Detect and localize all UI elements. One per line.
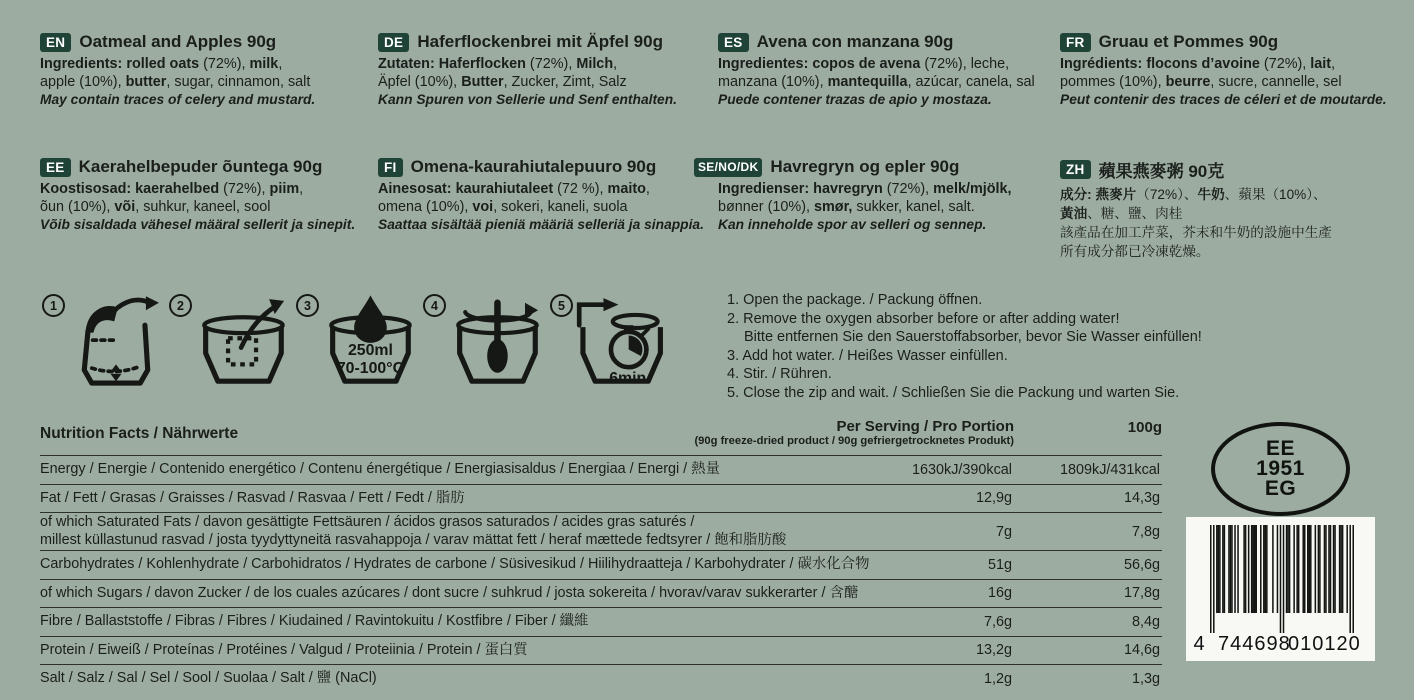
- lang-block-fr: [1060, 32, 1396, 109]
- per-serving-title: Per Serving / Pro Portion: [836, 418, 1014, 435]
- per-100g-value: 1,3g: [1131, 670, 1160, 687]
- step-number-2: 2: [169, 294, 192, 317]
- lang-block-se-no-dk: [694, 157, 1030, 234]
- ingredients-line: Ingrédients: flocons d’avoine (72%), lait,: [1060, 56, 1336, 72]
- nutrient-label: Fat / Fett / Grasas / Graisses / Rasvad / Rasvaa / Fett / Fedt / 脂肪: [40, 489, 465, 506]
- instruction-line: Bitte entfernen Sie den Sauerstoffabsorber, bevor Sie Wasser einfüllen!: [744, 329, 1202, 346]
- ingredients-line: omena (10%), voi, sokeri, kaneli, suola: [378, 199, 628, 215]
- ingredients-line: Zutaten: Haferflocken (72%), Milch,: [378, 56, 618, 72]
- product-name-text: Gruau et Pommes 90g: [1098, 32, 1279, 51]
- nutrition-row: [40, 579, 1162, 608]
- per-100g-value: 17,8g: [1123, 585, 1160, 602]
- allergen-note: Kann Spuren von Sellerie und Senf enthalten.: [378, 92, 677, 107]
- ingredients-line: Koostisosad: kaerahelbed (72%), piim,: [40, 181, 304, 197]
- per-serving-subtitle: (90g freeze-dried product / 90g gefriergetrocknetes Produkt): [694, 435, 1014, 447]
- product-title: [378, 157, 714, 177]
- step-stir: [421, 290, 548, 400]
- step-number-1: 1: [42, 294, 65, 317]
- per-serving-value: 1630kJ/390kcal: [911, 461, 1012, 478]
- ingredients-line: Ingredienser: havregryn (72%), melk/mjölk,: [718, 181, 1012, 197]
- stamp-line-1: EE: [1265, 437, 1295, 460]
- nutrition-row: [40, 607, 1162, 636]
- nutrient-label: Salt / Salz / Sal / Sel / Sool / Suolaa / Salt / 鹽 (NaCl): [40, 670, 377, 686]
- product-title: [1060, 157, 1396, 182]
- ingredients-line: bønner (10%), smør, sukker, kanel, salt.: [718, 199, 975, 215]
- nutrition-header: [40, 414, 1162, 455]
- product-title: [40, 157, 376, 177]
- product-title: [1060, 32, 1396, 52]
- per-100g-header: 100g: [1127, 419, 1162, 436]
- language-badge: SE/NO/DK: [694, 158, 762, 177]
- step-number-4: 4: [423, 294, 446, 317]
- water-temperature-label: 70-100°C: [336, 359, 405, 377]
- allergen-note: Puede contener trazas de apio y mostaza.: [718, 92, 992, 107]
- product-name-text: Havregryn og epler 90g: [770, 157, 960, 176]
- open-package-icon: [60, 292, 172, 392]
- allergen-note: May contain traces of celery and mustard.: [40, 92, 316, 107]
- per-100g-value: 56,6g: [1123, 556, 1160, 573]
- language-badge: FR: [1060, 33, 1091, 52]
- per-serving-value: 13,2g: [975, 642, 1012, 659]
- per-serving-value: 51g: [987, 556, 1012, 573]
- preparation-pictograms: [40, 290, 720, 400]
- instruction-line: 3. Add hot water. / Heißes Wasser einfüllen.: [727, 347, 1008, 364]
- nutrition-row: [40, 512, 1162, 550]
- language-badge: EN: [40, 33, 71, 52]
- nutrient-label: Protein / Eiweiß / Proteínas / Protéines / Valgud / Proteiinia / Protein / 蛋白質: [40, 641, 528, 658]
- nutrient-label: Fibre / Ballaststoffe / Fibras / Fibres / Kiudained / Ravintokuitu / Kostfibre / Fiber / 纖維: [40, 613, 589, 629]
- nutrition-title: Nutrition Facts / Nährwerte: [40, 425, 239, 442]
- ingredients-line: Äpfel (10%), Butter, Zucker, Zimt, Salz: [378, 74, 627, 90]
- product-title: [40, 32, 376, 52]
- nutrition-row: [40, 664, 1162, 693]
- nutrition-table: [40, 414, 1162, 693]
- allergen-note: Saattaa sisältää pieniä määriä selleriä ja sinappia.: [378, 217, 704, 232]
- allergen-note: Kan inneholde spor av selleri og sennep.: [718, 217, 987, 232]
- instruction-line: 1. Open the package. / Packung öffnen.: [727, 292, 983, 308]
- product-name-text: 蘋果燕麥粥 90克: [1098, 162, 1225, 181]
- ingredients-line: pommes (10%), beurre, sucre, cannelle, sel: [1060, 74, 1342, 90]
- ingredients-line: õun (10%), või, suhkur, kaneel, sool: [40, 199, 271, 215]
- nutrition-row: [40, 550, 1162, 579]
- step-add-hot-water: [294, 290, 421, 400]
- lang-block-en: [40, 32, 376, 109]
- ingredients-line: apple (10%), butter, sugar, cinnamon, salt: [40, 74, 311, 90]
- product-title: [694, 157, 1030, 177]
- wait-time-label: 6min: [609, 370, 647, 388]
- product-name-text: Kaerahelbepuder õuntega 90g: [78, 157, 323, 176]
- water-amount-label: 250ml: [347, 342, 393, 360]
- per-100g-value: 8,4g: [1131, 613, 1160, 630]
- product-title: [378, 32, 714, 52]
- ee-approval-stamp: [1211, 422, 1350, 516]
- per-serving-value: 7g: [995, 523, 1012, 540]
- product-name-text: Avena con manzana 90g: [756, 32, 954, 51]
- instruction-line: 2. Remove the oxygen absorber before or after adding water!: [727, 310, 1120, 327]
- language-badge: ZH: [1060, 160, 1091, 179]
- nutrient-label: of which Sugars / davon Zucker / de los cuales azúcares / dont sucre / suhkrud / josta sokereita / hvorav/varav sukkerarter / 含醣: [40, 584, 859, 601]
- step-close-zip-and-wait: [548, 290, 675, 400]
- remove-oxygen-absorber-icon: [187, 292, 299, 392]
- product-name-text: Oatmeal and Apples 90g: [79, 32, 277, 51]
- nutrition-row: [40, 636, 1162, 665]
- per-serving-value: 16g: [987, 585, 1012, 602]
- step-open-package: [40, 290, 167, 400]
- instruction-line: 5. Close the zip and wait. / Schließen Sie die Packung und warten Sie.: [727, 384, 1180, 401]
- lang-block-de: [378, 32, 714, 109]
- lang-block-fi: [378, 157, 714, 234]
- product-title: [718, 32, 1054, 52]
- step-number-3: 3: [296, 294, 319, 317]
- product-name-text: Haferflockenbrei mit Äpfel 90g: [417, 32, 663, 51]
- ingredients-line: Ainesosat: kaurahiutaleet (72 %), maito,: [378, 181, 650, 197]
- per-serving-value: 7,6g: [983, 613, 1012, 630]
- barcode-bars: [1210, 525, 1354, 637]
- lang-block-ee: [40, 157, 376, 234]
- lang-block-es: [718, 32, 1054, 109]
- nutrient-label: Energy / Energie / Contenido energético / Contenu énergétique / Energiasisaldus / Energiaa / Energi / 熱量: [40, 461, 720, 477]
- per-100g-value: 1809kJ/431kcal: [1059, 461, 1160, 478]
- language-badge: DE: [378, 33, 409, 52]
- wait-timer-icon: [568, 292, 680, 392]
- ingredients-line: Ingredients: rolled oats (72%), milk,: [40, 56, 283, 72]
- allergen-note: Peut contenir des traces de céleri et de moutarde.: [1060, 92, 1387, 107]
- nutrient-label: Carbohydrates / Kohlenhydrate / Carbohidratos / Hydrates de carbone / Süsivesikud / Hiilihydraatteja / Karbohydrater / 碳水化合物: [40, 556, 870, 572]
- ingredients-line: Ingredientes: copos de avena (72%), leche,: [718, 56, 1010, 72]
- ingredients-line: manzana (10%), mantequilla, azúcar, canela, sal: [718, 74, 1035, 90]
- ingredients-line: 成分: 燕麥片（72%）、牛奶、蘋果（10%）、: [1060, 187, 1327, 202]
- allergen-note: 該產品在加工芹菜，芥末和牛奶的設施中生產: [1060, 225, 1332, 240]
- stir-icon: [441, 292, 553, 392]
- per-serving-value: 1,2g: [983, 670, 1012, 687]
- per-100g-value: 7,8g: [1131, 523, 1160, 540]
- per-serving-header: [694, 414, 1014, 455]
- barcode-digits-right: 010120: [1288, 633, 1361, 655]
- ingredients-line: 黃油、糖、鹽、肉桂: [1060, 206, 1183, 221]
- lang-block-zh: [1060, 157, 1396, 261]
- language-badge: FI: [378, 158, 403, 177]
- language-badge: EE: [40, 158, 71, 177]
- stamp-line-2: 1951: [1256, 457, 1305, 480]
- product-name-text: Omena-kaurahiutalepuuro 90g: [410, 157, 657, 176]
- instruction-line: 4. Stir. / Rühren.: [727, 366, 832, 383]
- per-100g-value: 14,6g: [1123, 642, 1160, 659]
- step-number-5: 5: [550, 294, 573, 317]
- barcode-digits-left: 744698: [1218, 633, 1291, 655]
- preparation-instructions: [727, 291, 1207, 403]
- per-100g-value: 14,3g: [1123, 490, 1160, 507]
- allergen-note: Võib sisaldada vähesel määral sellerit ja sinepit.: [40, 217, 356, 232]
- nutrition-row: [40, 455, 1162, 484]
- add-hot-water-icon: [314, 292, 426, 392]
- step-remove-oxygen-absorber: [167, 290, 294, 400]
- barcode-digit-first: 4: [1193, 633, 1205, 655]
- nutrition-row: [40, 484, 1162, 513]
- barcode: [1186, 517, 1375, 661]
- allergen-note: 所有成分都已冷凍乾燥。: [1060, 244, 1210, 259]
- stamp-line-3: EG: [1264, 477, 1297, 500]
- per-serving-value: 12,9g: [975, 490, 1012, 507]
- language-badge: ES: [718, 33, 749, 52]
- nutrient-label: of which Saturated Fats / davon gesättigte Fettsäuren / ácidos grasos saturados / acides gras saturés / millest küllastunud rasvad / josta tyydyttyneitä rasvahappoja / varav mättat fett / heraf mættede fedtsyrer / 飽和脂肪酸: [40, 514, 787, 548]
